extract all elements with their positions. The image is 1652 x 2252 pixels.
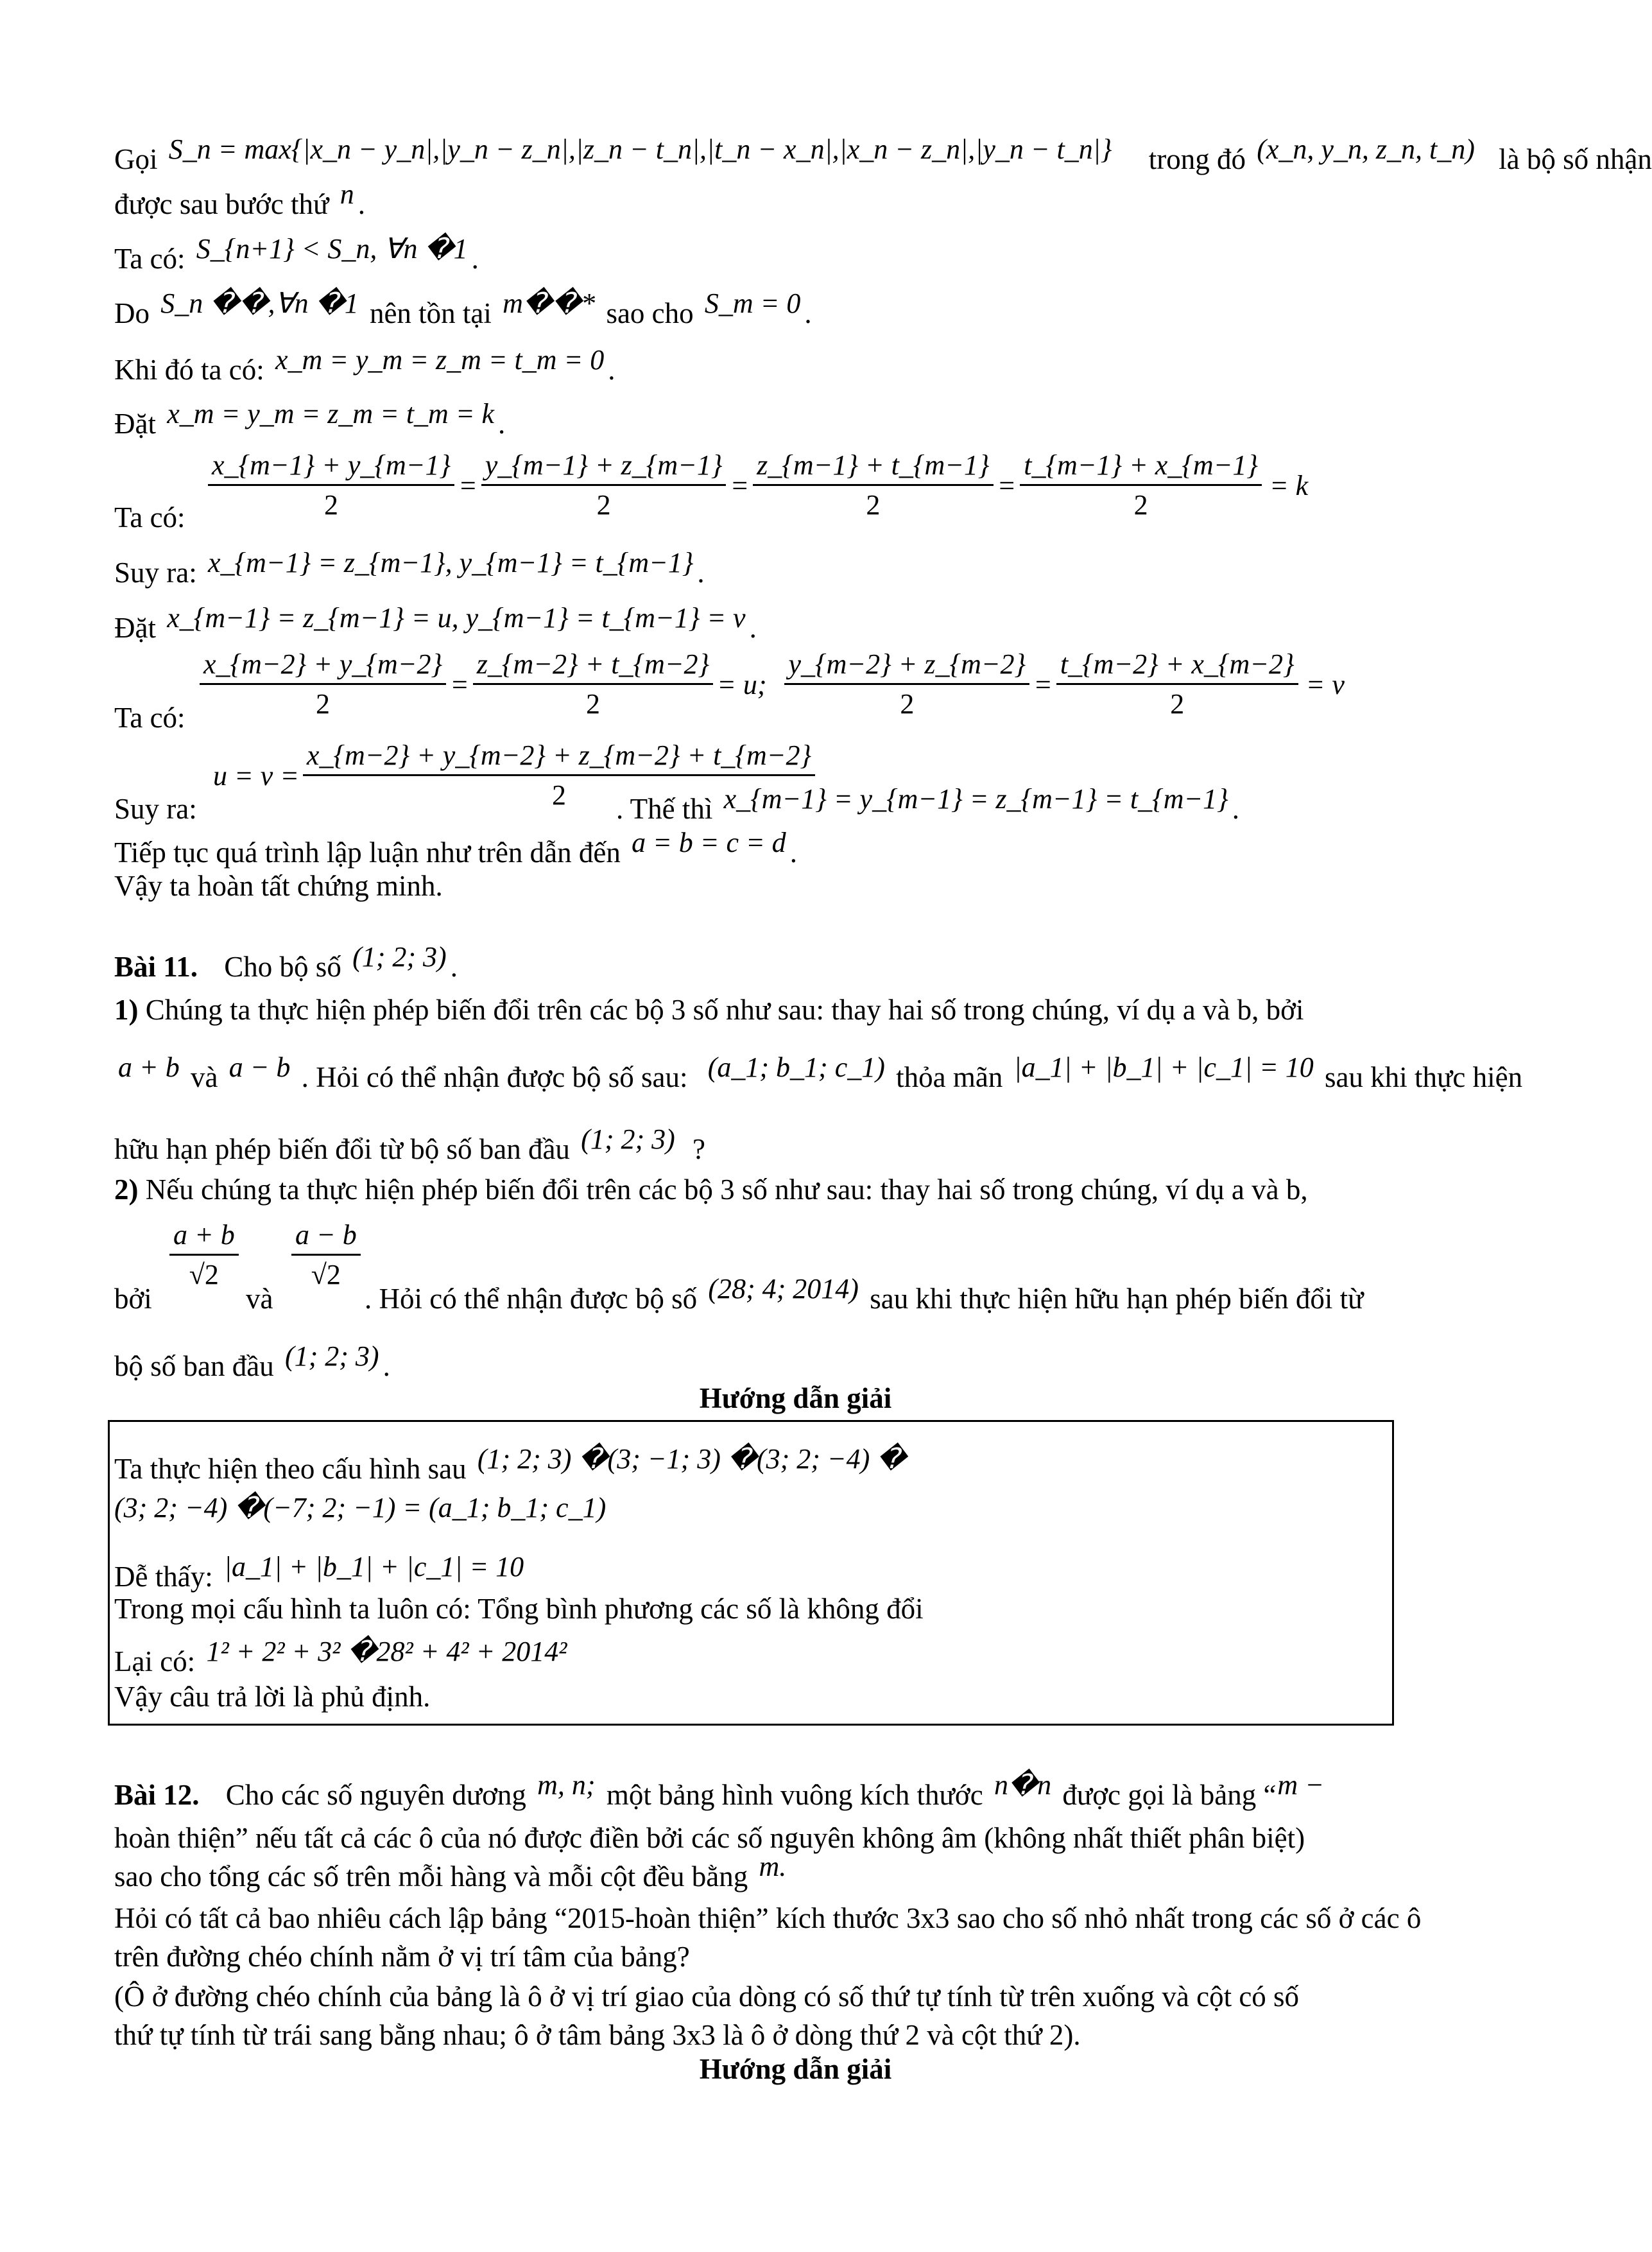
math: n: [340, 178, 354, 210]
proof-line-2: được sau bước thứ n .: [114, 178, 365, 220]
proof-line-12: Tiếp tục quá trình lập luận như trên dẫn đến a = b = c = d .: [114, 827, 797, 869]
proof-line-13: [114, 868, 443, 904]
text: sao cho tổng các số trên mỗi hàng và mỗi cột đều bằng: [114, 1860, 748, 1893]
bai11-p2-boi: bởi: [114, 1283, 152, 1315]
text: Chúng ta thực hiện phép biến đổi trên các bộ 3 số như sau: thay hai số trong chúng, ví dụ a và b, bởi: [145, 994, 1304, 1026]
fraction: $\frac{z\_\{m-1\} + t\_\{m-1\}}{2}$: [753, 449, 993, 522]
text: Tiếp tục quá trình lập luận như trên dẫn đến: [114, 836, 621, 869]
math: a + b: [118, 1052, 180, 1083]
bai11-p1-line1: [114, 992, 1304, 1028]
math: (a_1; b_1; c_1): [707, 1052, 885, 1083]
text: sau khi thực hiện hữu hạn phép biến đổi từ: [870, 1283, 1364, 1315]
box-line-1: [114, 1443, 909, 1487]
text: sau khi thực hiện: [1325, 1061, 1523, 1093]
proof-line-11-label: Suy ra:: [114, 793, 197, 825]
text: trong đó: [1148, 143, 1246, 175]
text: là bộ số nhận: [1499, 143, 1652, 175]
part-label: 1): [114, 994, 139, 1026]
math: m��*: [503, 288, 596, 319]
bai12-line-2: hoàn thiện” nếu tất cả các ô của nó được điền bởi các số nguyên không âm (không nhất thiết phân biệt): [114, 1822, 1305, 1854]
guide-heading-bai12: Hướng dẫn giải: [699, 2053, 892, 2085]
proof-line-8: Suy ra: x_{m−1} = z_{m−1}, y_{m−1} = t_{m−1} .: [114, 547, 705, 589]
problem-title: Bài 12.: [114, 1779, 200, 1811]
text: ?: [693, 1133, 706, 1165]
fraction: $\frac{y\_\{m-1\} + z\_\{m-1\}}{2}$: [481, 449, 727, 522]
fraction: $\frac{x\_\{m-2\} + y\_\{m-2\}}{2}$: [200, 648, 446, 721]
bai12-line-6: (Ô ở đường chéo chính của bảng là ô ở vị trí giao của dòng có số thứ tự tính từ trên xuống và cột có số: [114, 1980, 1300, 2013]
text: . Thế thì: [616, 793, 713, 825]
text: Suy ra:: [114, 557, 197, 589]
math: a = b = c = d: [632, 827, 786, 858]
text: sao cho: [606, 297, 694, 329]
box-line-4: [114, 1591, 924, 1627]
math: (1; 2; 3): [284, 1340, 379, 1372]
bai11-p2-line2-tail: [365, 1273, 1364, 1317]
box-line-5: [114, 1636, 571, 1680]
math: x_m = y_m = z_m = t_m = 0: [275, 344, 605, 376]
math: a − b: [228, 1052, 291, 1083]
bai11-p2-line1: [114, 1172, 1308, 1208]
fraction: $\frac{t\_\{m-2\} + x\_\{m-2\}}{2}$: [1056, 648, 1298, 721]
math: m −: [1277, 1769, 1324, 1801]
math: S_{n+1} < S_n, ∀n �1: [196, 233, 468, 264]
math-sn-definition: S_n = max{|x_n − y_n|,|y_n − z_n|,|z_n − t_n|,|t_n − x_n|,|x_n − z_n|,|y_n − t_n|}: [168, 134, 1112, 165]
text: Cho bộ số: [224, 951, 341, 983]
proof-line-3: Ta có: S_{n+1} < S_n, ∀n �1 .: [114, 233, 479, 275]
text: Lại có:: [114, 1645, 196, 1677]
fraction: $\frac{z\_\{m-2\} + t\_\{m-2\}}{2}$: [473, 648, 713, 721]
bai11-p2-line3: bộ số ban đầu (1; 2; 3) .: [114, 1340, 390, 1382]
bai12-line-1: [114, 1769, 1328, 1814]
text: Vậy ta hoàn tất chứng minh.: [114, 870, 443, 902]
guide-heading-bai11: Hướng dẫn giải: [699, 1382, 892, 1414]
math: x_{m−1} = y_{m−1} = z_{m−1} = t_{m−1}: [723, 783, 1228, 815]
math: m, n;: [537, 1769, 596, 1801]
problem-title: Bài 11.: [114, 951, 198, 983]
math: m.: [759, 1851, 787, 1882]
math: x_{m−1} = z_{m−1} = u, y_{m−1} = t_{m−1} = v: [167, 602, 746, 634]
math: (3; 2; −4) �(−7; 2; −1) = (a_1; b_1; c_1): [114, 1492, 607, 1523]
fraction: $\frac{y\_\{m-2\} + z\_\{m-2\}}{2}$: [784, 648, 1029, 721]
math: n�n: [994, 1769, 1052, 1801]
bai11-p1-line3: [114, 1123, 706, 1168]
fraction: $\frac{x\_\{m-2\} + y\_\{m-2\} + z\_\{m-2\} + t\_\{m-2\}}{2}$: [303, 740, 815, 812]
fraction-uv: u = v = $\frac{x\_\{m-2\} + y\_\{m-2\} + z\_\{m-2\} + t\_\{m-2\}}{2}$: [213, 740, 819, 812]
fraction: $\frac{x\_\{m-1\} + y\_\{m-1\}}{2}$: [208, 449, 454, 522]
bai11-p2-va: và: [246, 1283, 273, 1315]
math: x_{m−1} = z_{m−1}, y_{m−1} = t_{m−1}: [208, 547, 694, 578]
bai12-line-3: [114, 1851, 790, 1895]
math: (28; 4; 2014): [708, 1273, 859, 1304]
text: Ta thực hiện theo cấu hình sau: [114, 1453, 467, 1485]
math: x_m = y_m = z_m = t_m = k: [167, 398, 495, 429]
text: . Hỏi có thể nhận được bộ số sau:: [301, 1061, 688, 1093]
text: thỏa mãn: [896, 1061, 1003, 1093]
proof-line-7-label: Ta có:: [114, 501, 185, 533]
text: hữu hạn phép biến đổi từ bộ số ban đầu: [114, 1133, 570, 1165]
text: được sau bước thứ: [114, 188, 329, 220]
proof-line-4: Do S_n ��,∀n �1 nên tồn tại m��* sao cho S_m = 0 .: [114, 288, 812, 329]
fraction-chain-2: $\frac{x\_\{m-2\} + y\_\{m-2\}}{2}$ = $\frac{z\_\{m-2\} + t\_\{m-2\}}{2}$ = u; $\frac{y\_\{m-2\} + z\_\{m-2\}}{2}$ = $\frac{t\_\{m-2\} + x\_\{m-2\}}{2}$ = v: [196, 648, 1345, 721]
bai12-line-4: Hỏi có tất cả bao nhiêu cách lập bảng “2015-hoàn thiện” kích thước 3x3 sao cho số nhỏ nhất trong các số ở các ô: [114, 1902, 1422, 1934]
fraction: $\frac{t\_\{m-1\} + x\_\{m-1\}}{2}$: [1020, 449, 1262, 522]
proof-line-9: Đặt x_{m−1} = z_{m−1} = u, y_{m−1} = t_{m−1} = v .: [114, 602, 757, 644]
math-tuple: (x_n, y_n, z_n, t_n): [1257, 134, 1475, 165]
bai12-line-5: trên đường chéo chính nằm ở vị trí tâm của bảng?: [114, 1941, 690, 1973]
bai11-p1-line2: [114, 1052, 1523, 1096]
text: và: [190, 1061, 218, 1093]
math: 1² + 2² + 3² �28² + 4² + 2014²: [206, 1636, 567, 1667]
part-label: 2): [114, 1174, 139, 1206]
proof-line-11-tail: . Thế thì x_{m−1} = y_{m−1} = z_{m−1} = t_{m−1} .: [616, 783, 1240, 825]
math: (1; 2; 3): [352, 941, 447, 973]
fraction-a-plus-b-sqrt2: $\frac{a + b}{√2}$: [166, 1218, 243, 1292]
text: Ta có:: [114, 243, 185, 275]
text: Trong mọi cấu hình ta luôn có: Tổng bình phương các số là không đổi: [114, 1593, 924, 1625]
text: Do: [114, 297, 150, 329]
math: S_m = 0: [704, 288, 801, 319]
proof-line-10-label: Ta có:: [114, 702, 185, 734]
proof-line-6: Đặt x_m = y_m = z_m = t_m = k .: [114, 398, 506, 440]
text: Đặt: [114, 612, 156, 644]
bai12-line-7: thứ tự tính từ trái sang bằng nhau; ô ở tâm bảng 3x3 là ô ở dòng thứ 2 và cột thứ 2).: [114, 2019, 1081, 2051]
text: . Hỏi có thể nhận được bộ số: [365, 1283, 698, 1315]
fraction-chain-1: $\frac{x\_\{m-1\} + y\_\{m-1\}}{2}$ = $\frac{y\_\{m-1\} + z\_\{m-1\}}{2}$ = $\frac{z\_\{m-1\} + t\_\{m-1\}}{2}$ = $\frac{t\_\{m-1\} + x\_\{m-1\}}{2}$ = k: [204, 449, 1308, 522]
math: (1; 2; 3) �(3; −1; 3) �(3; 2; −4) �: [477, 1443, 906, 1475]
math: |a_1| + |b_1| + |c_1| = 10: [1013, 1052, 1314, 1083]
text: Cho các số nguyên dương: [225, 1779, 526, 1811]
text: bộ số ban đầu: [114, 1350, 274, 1382]
math: (1; 2; 3): [581, 1123, 675, 1155]
math: S_n ��,∀n �1: [160, 288, 359, 319]
text: Gọi: [114, 143, 158, 175]
text: Khi đó ta có:: [114, 354, 264, 386]
text: Nếu chúng ta thực hiện phép biến đổi trên các bộ 3 số như sau: thay hai số trong chúng, ví dụ a và b,: [145, 1174, 1308, 1206]
text: được gọi là bảng “: [1062, 1779, 1277, 1811]
box-line-3: [114, 1551, 528, 1595]
proof-line-1: [114, 134, 1652, 178]
text: nên tồn tại: [369, 297, 492, 329]
fraction-a-minus-b-sqrt2: $\frac{a - b}{√2}$: [288, 1218, 365, 1292]
math: |a_1| + |b_1| + |c_1| = 10: [223, 1551, 524, 1582]
bai11-title-line: Bài 11. Cho bộ số (1; 2; 3) .: [114, 941, 458, 983]
box-line-2: [114, 1489, 610, 1526]
proof-line-5: Khi đó ta có: x_m = y_m = z_m = t_m = 0 .: [114, 344, 615, 386]
text: Đặt: [114, 408, 156, 440]
text: Dễ thấy:: [114, 1561, 213, 1593]
box-line-6: [114, 1679, 430, 1715]
text: Vậy câu trả lời là phủ định.: [114, 1681, 431, 1713]
text: một bảng hình vuông kích thước: [606, 1779, 983, 1811]
